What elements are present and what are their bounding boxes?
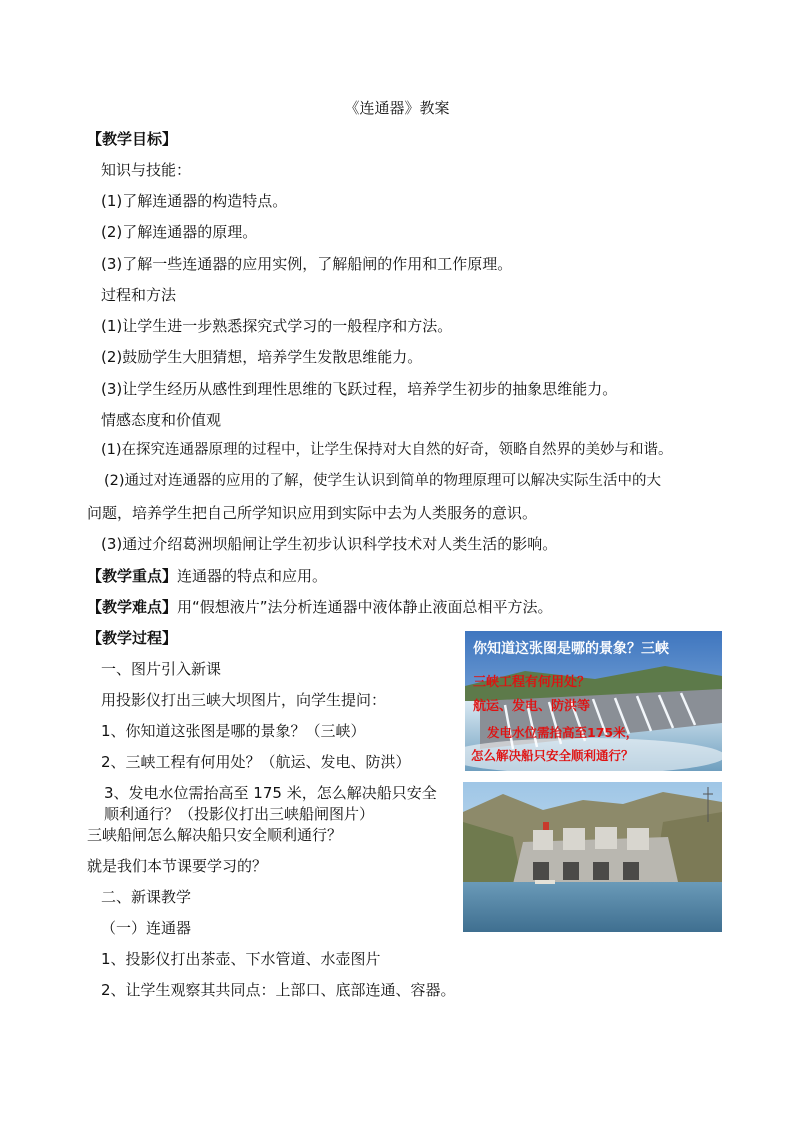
key-point-text: 连通器的特点和应用。 (177, 567, 328, 585)
image1-line3: 航运、发电、防洪等 (473, 699, 591, 714)
emotion-item-1: (1)在探究连通器原理的过程中，让学生保持对大自然的好奇，领略自然界的美妙与和谐。 (101, 442, 673, 458)
knowledge-item-2: (2)了解连通器的原理。 (101, 223, 258, 241)
process-section-heading: 【教学过程】 (87, 629, 178, 647)
emotion-item-2-line2: 问题，培养学生把自己所学知识应用到实际中去为人类服务的意识。 (87, 504, 538, 522)
document-title: 《连通器》教案 (344, 99, 450, 117)
image1-line5: 怎么解决船只安全顺利通行？ (471, 748, 634, 763)
process-item-1: (1)让学生进一步熟悉探究式学习的一般程序和方法。 (101, 317, 453, 335)
process-item-2: (2)鼓励学生大胆猜想，培养学生发散思维能力。 (101, 348, 423, 366)
image1-line4: 发电水位需抬高至175米， (487, 725, 639, 740)
process-item-3: (3)让学生经历从感性到理性思维的飞跃过程，培养学生初步的抽象思维能力。 (101, 380, 618, 398)
difficulty (87, 598, 553, 616)
ship-lock-image (463, 782, 722, 932)
step-1-heading: 一、图片引入新课 (101, 660, 222, 678)
step-1-intro: 用投影仪打出三峡大坝图片，向学生提问： (101, 691, 387, 709)
image1-line1: 你知道这张图是哪的景象？三峡 (473, 641, 669, 657)
emotion-item-3: (3)通过介绍葛洲坝船闸让学生初步认识科学技术对人类生活的影响。 (101, 535, 558, 553)
step-2-heading: 二、新课教学 (101, 888, 192, 906)
question-3-line4: 就是我们本节课要学习的？ (87, 857, 268, 875)
question-3-line2: 顺利通行？（投影仪打出三峡船闸图片） (104, 805, 375, 823)
step-2-item-2: 2、让学生观察其共同点：上部口、底部连通、容器。 (101, 981, 456, 999)
difficulty-text: 用“假想液片”法分析连通器中液体静止液面总相平方法。 (177, 598, 553, 616)
knowledge-heading: 知识与技能： (101, 161, 192, 179)
difficulty-label: 【教学难点】 (87, 598, 178, 616)
knowledge-item-1: (1)了解连通器的构造特点。 (101, 192, 288, 210)
step-2-item-1: 1、投影仪打出茶壶、下水管道、水壶图片 (101, 950, 381, 968)
knowledge-item-3: (3)了解一些连通器的应用实例，了解船闸的作用和工作原理。 (101, 255, 513, 273)
emotion-item-2-line1: (2)通过对连通器的应用的了解，使学生认识到简单的物理原理可以解决实际生活中的大 (104, 473, 662, 489)
question-3-line3: 三峡船闸怎么解决船只安全顺利通行？ (87, 826, 343, 844)
three-gorges-dam-image (465, 631, 722, 771)
step-2-subheading: （一）连通器 (101, 919, 192, 937)
teaching-goal-heading: 【教学目标】 (87, 130, 178, 148)
question-1: 1、你知道这张图是哪的景象？（三峡） (101, 722, 366, 740)
key-point-label: 【教学重点】 (87, 567, 178, 585)
key-point (87, 567, 327, 585)
image1-line2: 三峡工程有何用处？ (473, 675, 591, 690)
process-heading: 过程和方法 (101, 286, 177, 304)
question-2: 2、三峡工程有何用处？（航运、发电、防洪） (101, 753, 411, 771)
question-3-line1: 3、发电水位需抬高至 175 米，怎么解决船只安全 (104, 784, 437, 802)
emotion-heading: 情感态度和价值观 (101, 411, 222, 429)
